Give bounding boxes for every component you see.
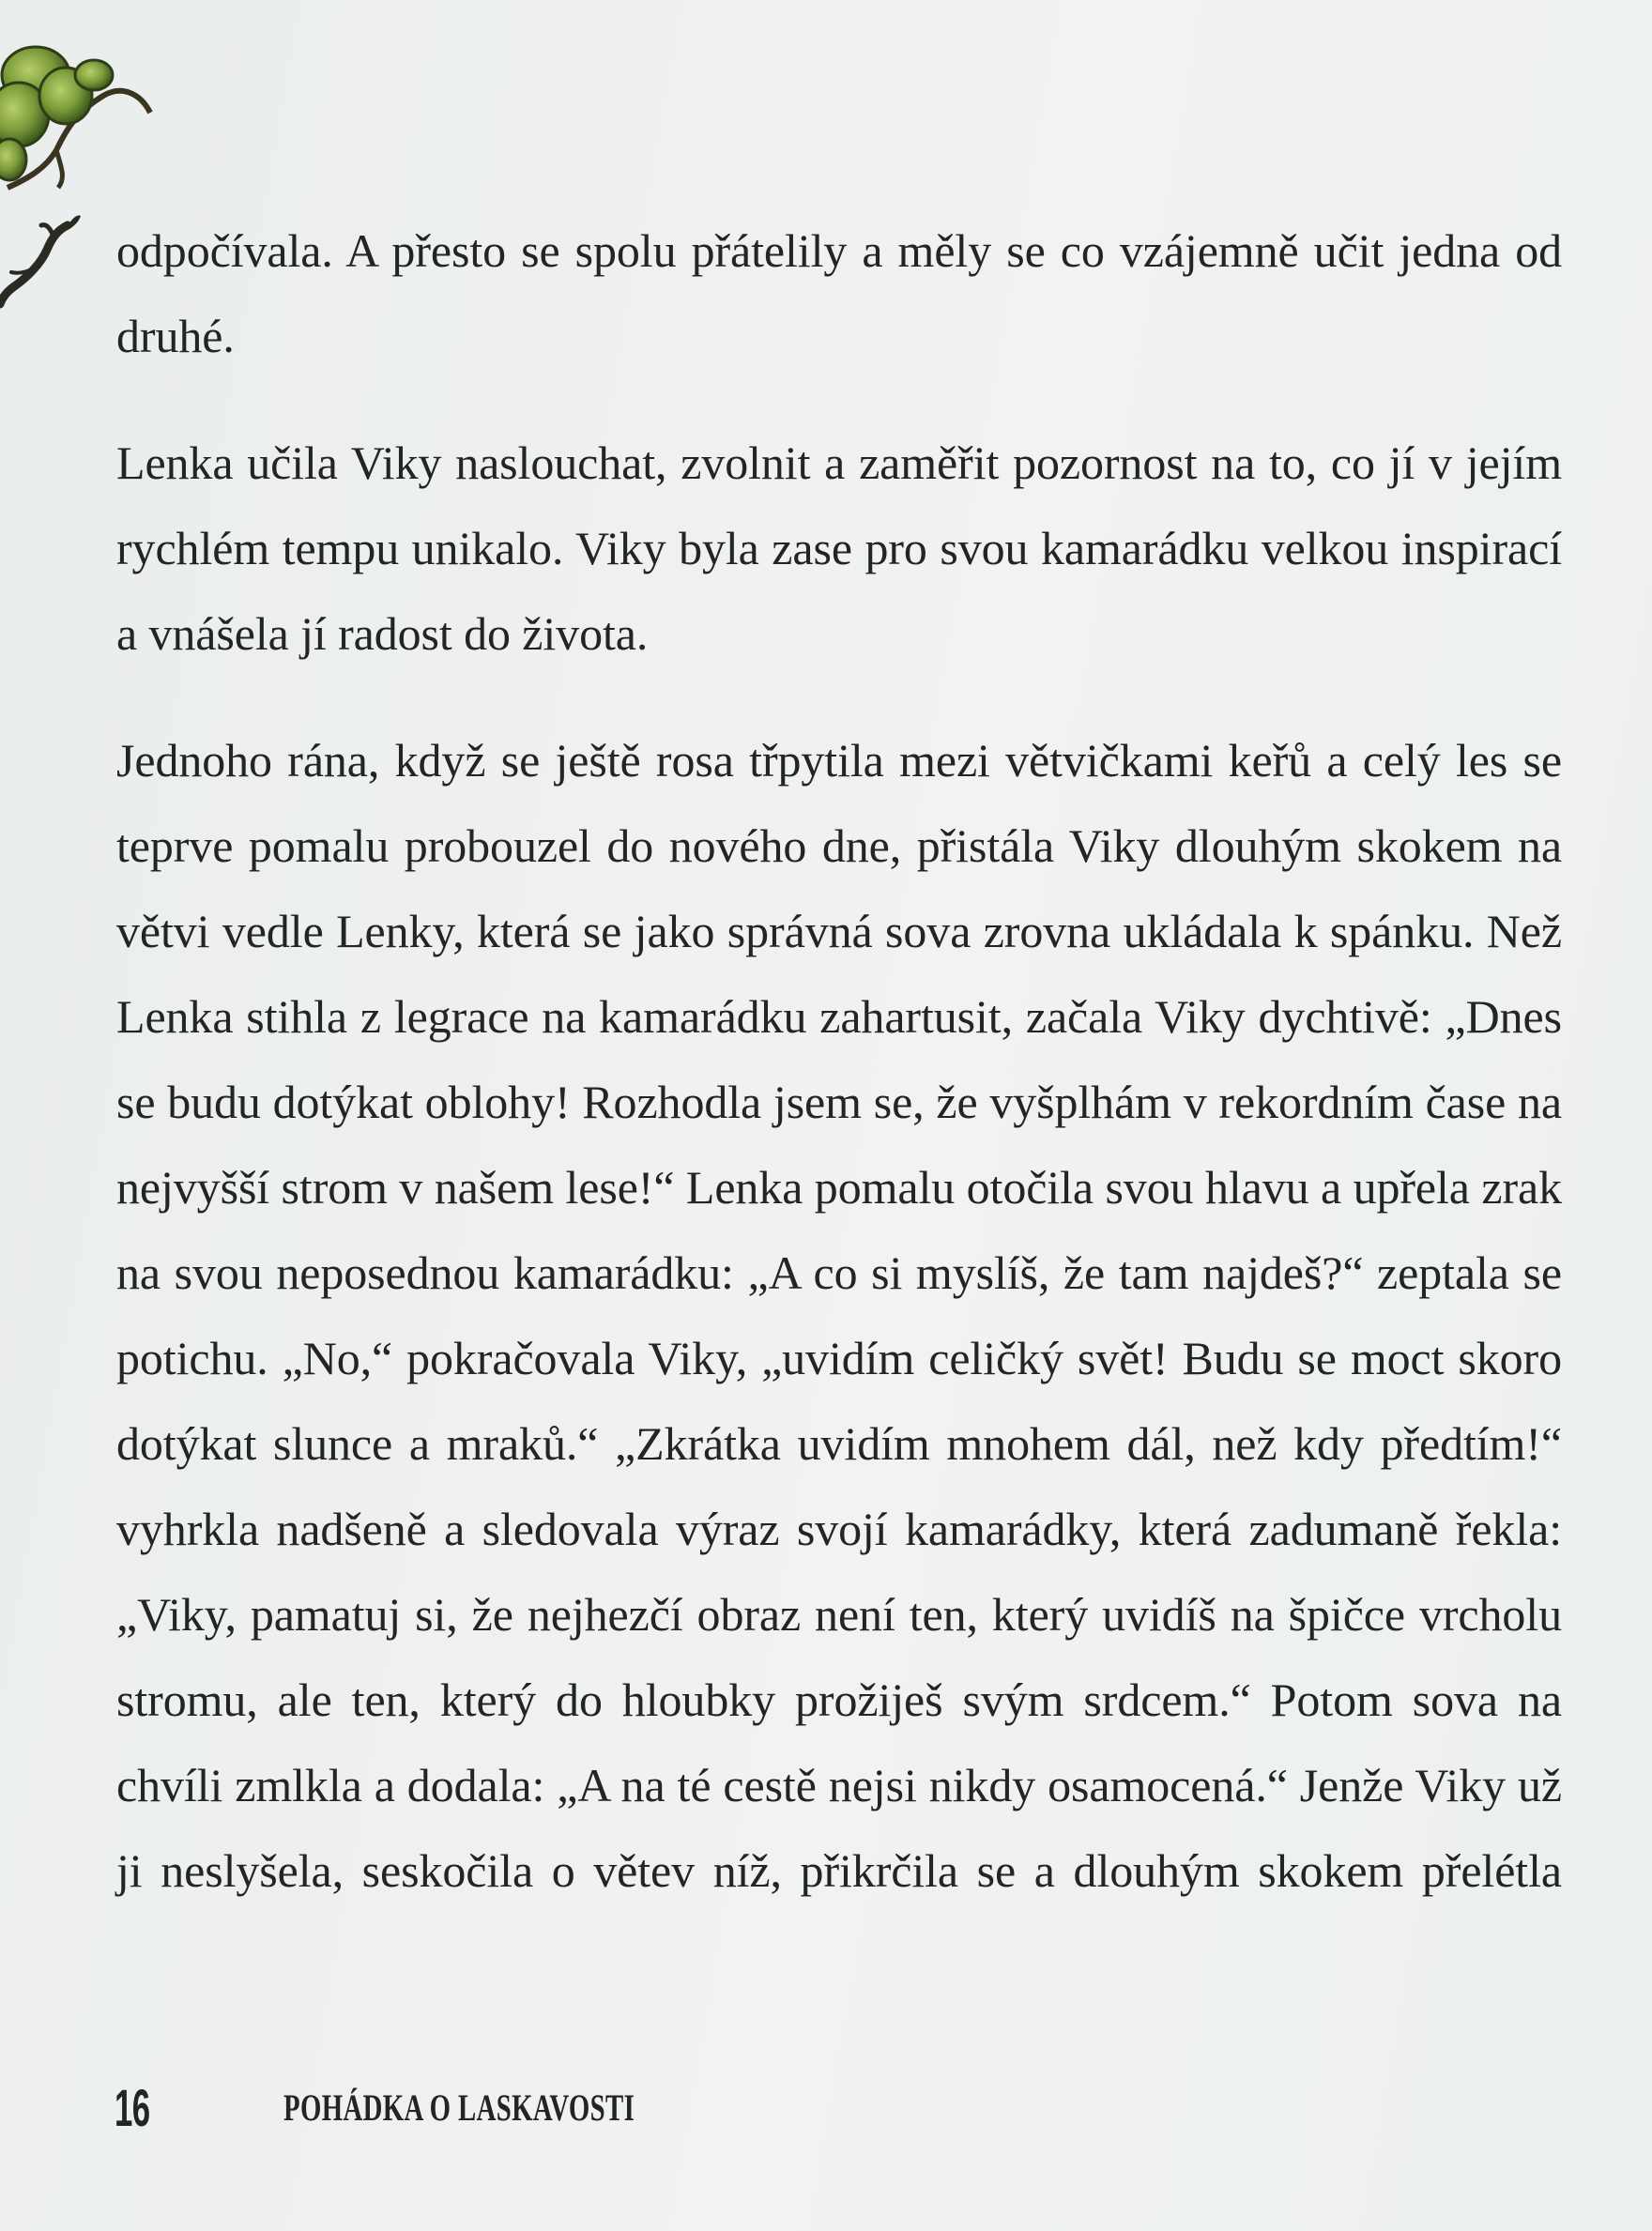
paragraph-2: Lenka učila Viky naslouchat, zvolnit a zaměřit pozornost na to, co jí v jejím rychlém tempu unikalo. Viky byla zase pro svou kamarádku velkou inspirací a vnášela jí radost do života. bbox=[116, 436, 1562, 660]
paragraph-3: Jednoho rána, když se ještě rosa třpytila mezi větvičkami keřů a celý les se teprve pomalu probouzel do nového dne, přistála Viky dlouhým skokem na větvi vedle Lenky, která se jako správná sova zrovna ukládala k spánku. Než Lenka stihla z legrace na kamarádku zahartusit, začala Viky dychtivě: „Dnes se budu dotýkat oblohy! Rozhodla jsem se, že vyšplhám v rekordním čase na nejvyšší strom v našem lese!“ Lenka pomalu otočila svou hlavu a upřela zrak na svou neposednou kamarádku: „A co si myslíš, že tam najdeš?“ zeptala se potichu. „No,“ pokračovala Viky, „uvidím celičký svět! Budu se moct skoro dotýkat slunce a mraků.“ „Zkrátka uvidím mnohem dál, než kdy předtím!“ vyhrkla nadšeně a sledovala výraz svojí kamarádky, která zadumaně řekla: „Viky, pamatuj si, že nejhezčí obraz není ten, který uvidíš na špičce vrcholu stromu, ale ten, který do hloubky prožiješ svým srdcem.“ Potom sova na chvíli zmlkla a dodala: „A na té cestě nejsi nikdy osamocená.“ Jenže Viky už ji neslyšela, seskočila o větev níž, přikrčila se a dlouhým skokem přelétla bbox=[116, 734, 1562, 1897]
body-text bbox=[116, 208, 1562, 1914]
page-number: 16 bbox=[115, 2077, 150, 2137]
running-title: POHÁDKA O LASKAVOSTI bbox=[283, 2086, 635, 2129]
paragraph-1: odpočívala. A přesto se spolu přátelily a měly se co vzájemně učit jedna od druhé. bbox=[116, 224, 1562, 362]
page-footer bbox=[115, 2070, 772, 2145]
